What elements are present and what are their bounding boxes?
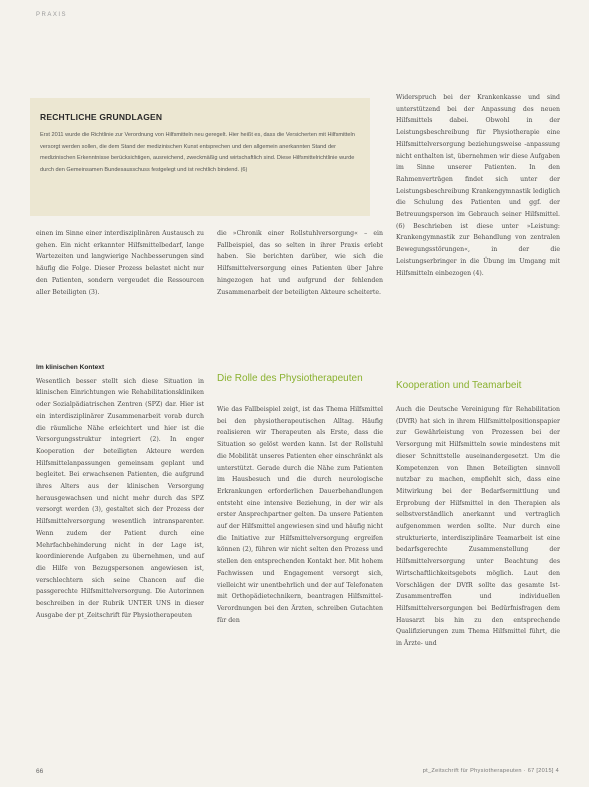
- column-1-top: [36, 228, 204, 298]
- column-2-top-text: die »Chronik einer Rollstuhlversorgung« – ein Fallbeispiel, das so selten in ihrer Praxis erlebt haben. Sie berichten darüber, wie sich die Hilfsmittelversorgung eines Patienten über Jahre hingezogen hat und aufgrund der fehlenden Zusammenarbeit der beteiligten Akteure scheiterte.: [217, 230, 383, 296]
- column-1-section-text: Wesentlich besser stellt sich diese Situation in klinischen Einrichtungen wie Rehabilitationskliniken oder Sozialpädiatrischen Zentren (SPZ) dar. Hier ist ein interdisziplinärer Zusammenarbeit vorab durch die räumliche Nähe erleichtert und hier ist die Versorgungsstruktur integriert (2). In enger Kooperation der beteiligten Akteure werden Hilfsmittelanpassungen gemeinsam geplant und begleitet. Bei erwachsenen Patienten, die aufgrund ihres Alters aus der klinischen Versorgung herausgewachsen und nicht mehr durch das SPZ versorgt werden (3), gestaltet sich der Prozess der Hilfsmittelversorgung wesentlich intransparenter. Wenn zudem der Patient durch eine Mehrfachbehinderung nicht in der Lage ist, koordinierende Aufgaben zu übernehmen, und auf die Hilfe von Bezugspersonen angewiesen ist, verschlechtern sich seine Chancen auf die passgerechte Hilfsmittelversorgung. Die Autorinnen beschreiben in der Rubrik UNTER UNS in dieser Ausgabe der pt_Zeitschrift für Physiotherapeuten: [36, 377, 204, 619]
- section-title-kooperation: Kooperation und Teamarbeit: [396, 380, 522, 391]
- column-3-section-text: Auch die Deutsche Vereinigung für Rehabilitation (DVfR) hat sich in ihrem Hilfsmittelpositionspapier zur Gewährleistung von Prozessen bei der Versorgung mit Hilfsmitteln sowie mindestens mit dieser Schnittstelle auseinandergesetzt. Um die Kompetenzen von Ihnen Beteiligten sinnvoll nutzbar zu machen, empfiehlt sich, dass eine Mitwirkung bei der Bedarfsermittlung und Erprobung der Hilfsmittel in den Therapien als selbstverständlich anerkannt und vertraglich aufgenommen werden sollte. Nur durch eine strukturierte, interdisziplinäre Teamarbeit ist eine bedarfsgerechte Zusammenstellung der Hilfsmittelversorgung unter Beachtung des Wirtschaftlichkeitsgebots möglich. Laut den Vorschlägen der DVfR sollte das gesamte Ist-Zusammentreffen und individuellen Hilfsmittelversorgungen bei Bedürfnisfragen dem Hausarzt bis hin zu den entsprechende Qualifizierungen zum Thema Hilfsmittel führt, die in Ärzte- und: [396, 406, 560, 648]
- column-2-section-text: Wie das Fallbeispiel zeigt, ist das Thema Hilfsmittel bei den physiotherapeutischen Alltag. Häufig realisieren wir Therapeuten als Erste, dass die Situation so gelöst werden kann. Ist der Rollstuhl die Mobilität unseres Patienten eher einschränkt als unterstützt. Gerade durch die Nähe zum Patienten im Hausbesuch und die durch neurologische Erkrankungen erforderlichen Dauerbehandlungen entsteht eine intensive Beziehung, in der wir als erster Ansprechpartner gelten. Da unsere Patienten auf der Hilfsmittel angewiesen sind und häufig nicht die Initiative zur Hilfsmittelversorgung ergreifen können (2), führen wir nicht selten den Prozess und stellen den entsprechenden Kontakt her. Mit hohem Fachwissen und Engagement versorgt sich, vielleicht wir unentbehrlich und der auf Telefonaten mit Orthopädietechnikern, beantragen Hilfsmittel-Verordnungen bei den Ärzten, schreiben Gutachten für den: [217, 406, 383, 624]
- subhead-klinischer-kontext: Im klinischen Kontext: [36, 364, 105, 371]
- column-1-section: [36, 362, 204, 621]
- box-title: RECHTLICHE GRUNDLAGEN: [40, 112, 163, 122]
- section-tag: PRAXIS: [36, 12, 68, 18]
- column-1-top-text: einen im Sinne einer interdisziplinären Austausch zu gehen. Ein nicht erkannter Hilfsmittelbedarf, lange Wartezeiten und langwierige Nachbesserungen sind häufig die Folge. Dieser Prozess belastet nicht nur den Patienten, sondern vergeudet die Ressourcen aller Beteiligten (3).: [36, 230, 204, 296]
- page-number: 66: [36, 768, 44, 775]
- column-3-section: [396, 404, 560, 650]
- box-text: Erst 2011 wurde die Richtlinie zur Verordnung von Hilfsmitteln neu geregelt. Hier heißt es, dass die Versicherten mit Hilfsmitteln versorgt werden sollen, die dem Stand der medizinischen Kunst entsprechen und den allgemein anerkannten Stand der medizinischen Erkenntnisse berücksichtigen, ausreichend, zweckmäßig und wirtschaftlich sind. Diese Hilfsmittelrichtlinie wurde durch den Gemeinsamen Bundesausschuss festgelegt und ist rechtlich bindend. (6): [40, 132, 355, 173]
- column-2-section: [217, 404, 383, 626]
- journal-footer: pt_Zeitschrift für Physiotherapeuten · 67 [2015] 4: [422, 768, 559, 774]
- column-3-top-text: Widerspruch bei der Krankenkasse und sind unterstützend bei der Anpassung des neuen Hilfsmittels dabei. Obwohl in der Leistungsbeschreibung für Physiotherapie eine Hilfsmittelversorgung beziehungsweise -anpassung nicht enthalten ist, übernehmen wir diese Aufgaben im Sinne unserer Patienten. In den Rahmenverträgen findet sich unter der Leistungsbeschreibung Krankengymnastik lediglich die Schulung des Patienten und ggf. der Betreuungsperson im Gebrauch seiner Hilfsmittel. (6) Beschrieben ist diese unter »Leistung: Krankengymnastik zur Behandlung von zentralen Bewegungsstörungen«, in der die Leistungserbringer in die Übung im Umgang mit Hilfsmitteln einbezogen (4).: [396, 94, 560, 277]
- column-3-top: [396, 92, 560, 279]
- section-title-rolle: Die Rolle des Physiotherapeuten: [217, 373, 363, 384]
- column-2-top: [217, 228, 383, 298]
- legal-basis-box: [30, 98, 370, 216]
